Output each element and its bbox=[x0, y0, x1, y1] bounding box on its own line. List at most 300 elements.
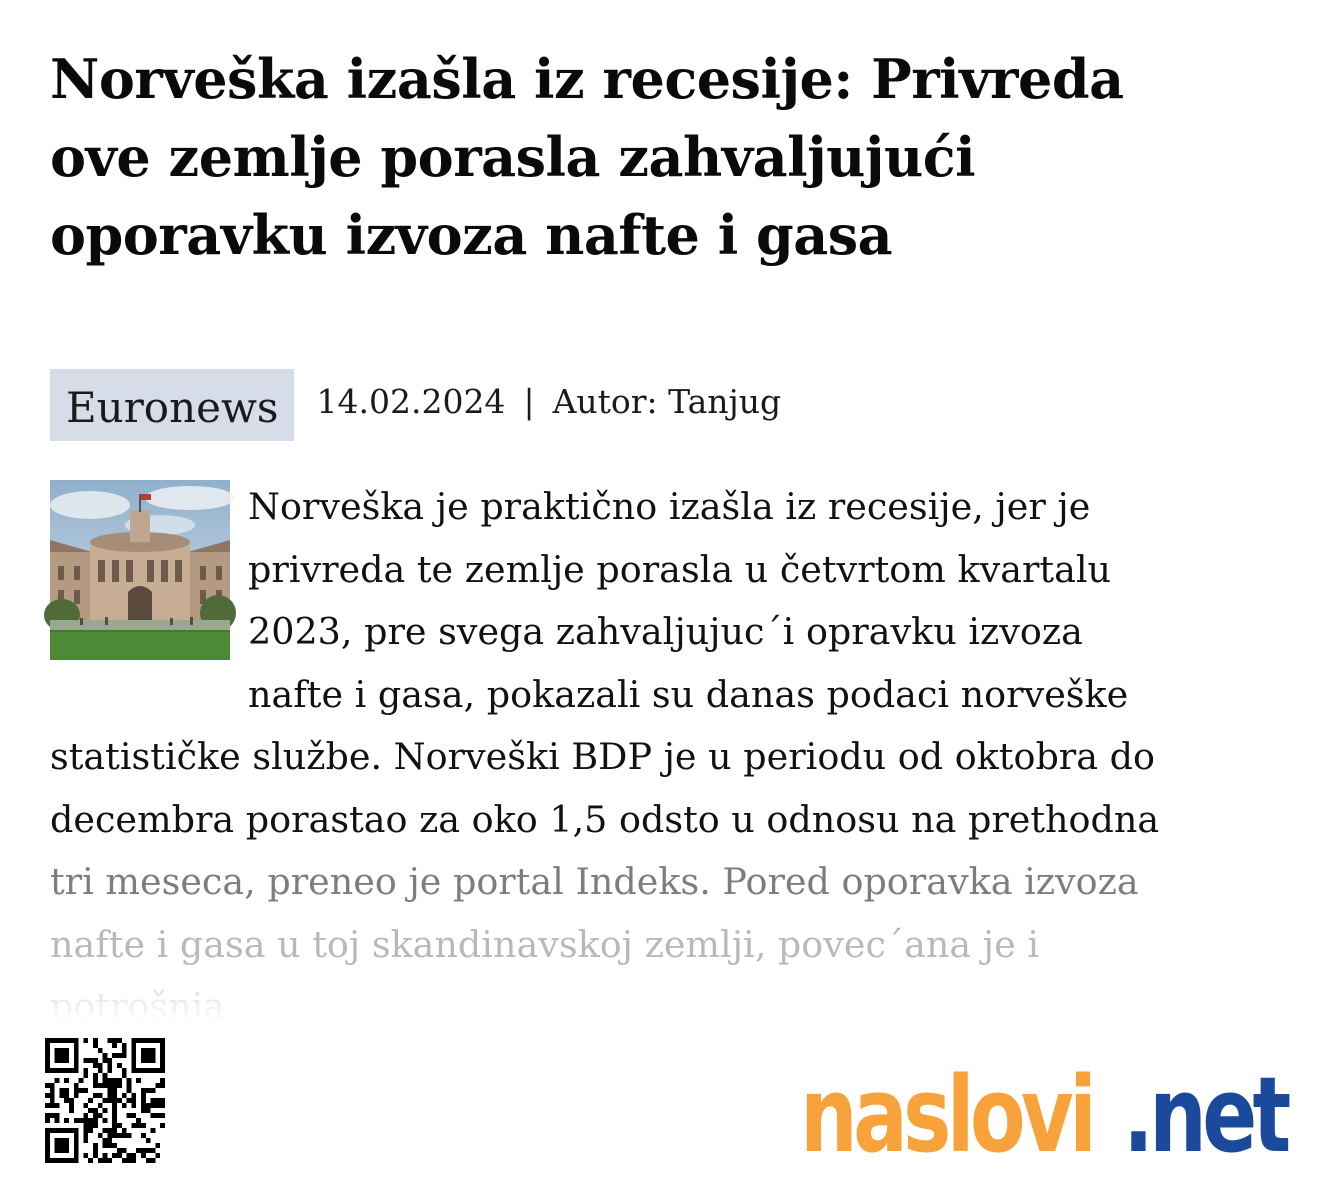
qr-module bbox=[59, 1128, 64, 1133]
qr-module bbox=[55, 1148, 60, 1153]
qr-module bbox=[45, 1128, 50, 1133]
qr-module bbox=[131, 1093, 136, 1098]
qr-module bbox=[55, 1103, 60, 1108]
qr-module bbox=[107, 1128, 112, 1133]
qr-module bbox=[131, 1103, 136, 1108]
qr-module bbox=[136, 1038, 141, 1043]
qr-module bbox=[122, 1048, 127, 1053]
qr-module bbox=[112, 1128, 117, 1133]
qr-module bbox=[98, 1133, 103, 1138]
qr-module bbox=[160, 1043, 165, 1048]
qr-module bbox=[122, 1158, 127, 1163]
qr-module bbox=[112, 1078, 117, 1083]
qr-module bbox=[107, 1063, 112, 1068]
qr-module bbox=[50, 1093, 55, 1098]
qr-module bbox=[103, 1053, 108, 1058]
qr-module bbox=[55, 1118, 60, 1123]
qr-module bbox=[69, 1098, 74, 1103]
qr-module bbox=[151, 1088, 156, 1093]
qr-module bbox=[74, 1138, 79, 1143]
qr-module bbox=[160, 1098, 165, 1103]
qr-module bbox=[64, 1128, 69, 1133]
qr-module bbox=[45, 1138, 50, 1143]
qr-module bbox=[74, 1143, 79, 1148]
qr-module bbox=[74, 1148, 79, 1153]
qr-module bbox=[98, 1063, 103, 1068]
qr-module bbox=[141, 1153, 146, 1158]
qr-module bbox=[55, 1128, 60, 1133]
qr-module bbox=[107, 1078, 112, 1083]
qr-module bbox=[64, 1078, 69, 1083]
meta-line bbox=[316, 382, 781, 421]
qr-module bbox=[155, 1103, 160, 1108]
qr-module bbox=[160, 1083, 165, 1088]
qr-module bbox=[59, 1058, 64, 1063]
qr-module bbox=[155, 1083, 160, 1088]
qr-module bbox=[131, 1158, 136, 1163]
qr-module bbox=[107, 1093, 112, 1098]
qr-module bbox=[83, 1118, 88, 1123]
qr-module bbox=[146, 1038, 151, 1043]
qr-module bbox=[146, 1108, 151, 1113]
article-headline[interactable]: Norveška izašla iz recesije: Privreda ove zemlje porasla zahvaljujući oporavku izvoza nafte i gasa bbox=[50, 47, 1124, 267]
qr-module bbox=[50, 1098, 55, 1103]
qr-module bbox=[136, 1148, 141, 1153]
qr-module bbox=[117, 1098, 122, 1103]
qr-module bbox=[117, 1053, 122, 1058]
qr-module bbox=[122, 1093, 127, 1098]
qr-module bbox=[151, 1113, 156, 1118]
qr-module bbox=[93, 1113, 98, 1118]
qr-module bbox=[103, 1118, 108, 1123]
qr-module bbox=[160, 1103, 165, 1108]
qr-module bbox=[45, 1063, 50, 1068]
qr-module bbox=[93, 1148, 98, 1153]
qr-module bbox=[151, 1128, 156, 1133]
qr-module bbox=[55, 1053, 60, 1058]
qr-module bbox=[103, 1073, 108, 1078]
qr-module bbox=[160, 1048, 165, 1053]
publish-date: 14.02.2024 bbox=[316, 381, 506, 421]
qr-module bbox=[160, 1113, 165, 1118]
meta-separator: | bbox=[523, 381, 535, 421]
qr-module bbox=[93, 1083, 98, 1088]
qr-module bbox=[122, 1103, 127, 1108]
qr-module bbox=[45, 1143, 50, 1148]
qr-module bbox=[83, 1068, 88, 1073]
qr-module bbox=[141, 1053, 146, 1058]
qr-module bbox=[64, 1098, 69, 1103]
qr-module bbox=[117, 1078, 122, 1083]
qr-module bbox=[98, 1068, 103, 1073]
qr-module bbox=[131, 1123, 136, 1128]
qr-module bbox=[136, 1118, 141, 1123]
qr-module bbox=[155, 1153, 160, 1158]
qr-module bbox=[88, 1098, 93, 1103]
qr-module bbox=[64, 1148, 69, 1153]
qr-module bbox=[146, 1158, 151, 1163]
qr-module bbox=[127, 1113, 132, 1118]
qr-module bbox=[74, 1058, 79, 1063]
qr-module bbox=[131, 1038, 136, 1043]
qr-module bbox=[88, 1123, 93, 1128]
qr-module bbox=[64, 1058, 69, 1063]
qr-module bbox=[93, 1073, 98, 1078]
qr-module bbox=[122, 1148, 127, 1153]
qr-module bbox=[59, 1068, 64, 1073]
qr-module bbox=[93, 1108, 98, 1113]
qr-module bbox=[151, 1158, 156, 1163]
qr-module bbox=[83, 1128, 88, 1133]
qr-module bbox=[74, 1158, 79, 1163]
qr-module bbox=[93, 1093, 98, 1098]
qr-module bbox=[160, 1053, 165, 1058]
qr-module bbox=[146, 1058, 151, 1063]
qr-module bbox=[155, 1098, 160, 1103]
qr-module bbox=[103, 1058, 108, 1063]
qr-module bbox=[74, 1048, 79, 1053]
qr-module bbox=[55, 1038, 60, 1043]
qr-module bbox=[83, 1058, 88, 1063]
qr-module bbox=[69, 1103, 74, 1108]
qr-module bbox=[55, 1138, 60, 1143]
article-body bbox=[50, 476, 1160, 1028]
qr-module bbox=[88, 1108, 93, 1113]
qr-module bbox=[141, 1093, 146, 1098]
qr-module bbox=[98, 1158, 103, 1163]
qr-module bbox=[83, 1123, 88, 1128]
qr-module bbox=[59, 1048, 64, 1053]
qr-module bbox=[122, 1133, 127, 1138]
qr-module bbox=[50, 1113, 55, 1118]
qr-module bbox=[122, 1068, 127, 1073]
qr-module bbox=[117, 1148, 122, 1153]
qr-module bbox=[64, 1158, 69, 1163]
qr-module bbox=[83, 1153, 88, 1158]
qr-module bbox=[93, 1118, 98, 1123]
qr-module bbox=[131, 1063, 136, 1068]
qr-module bbox=[50, 1068, 55, 1073]
qr-module bbox=[160, 1058, 165, 1063]
parliament-building-photo-icon[interactable] bbox=[50, 480, 230, 660]
article-meta bbox=[50, 369, 781, 441]
qr-module bbox=[127, 1153, 132, 1158]
qr-module bbox=[83, 1038, 88, 1043]
qr-module bbox=[103, 1128, 108, 1133]
qr-module bbox=[45, 1118, 50, 1123]
qr-module bbox=[69, 1108, 74, 1113]
qr-module bbox=[74, 1153, 79, 1158]
qr-module bbox=[74, 1063, 79, 1068]
qr-module bbox=[151, 1068, 156, 1073]
qr-module bbox=[45, 1043, 50, 1048]
qr-module bbox=[141, 1068, 146, 1073]
qr-module bbox=[98, 1048, 103, 1053]
qr-module bbox=[74, 1068, 79, 1073]
qr-module bbox=[160, 1078, 165, 1083]
qr-module bbox=[93, 1058, 98, 1063]
qr-module bbox=[45, 1103, 50, 1108]
qr-module bbox=[64, 1143, 69, 1148]
qr-module bbox=[146, 1068, 151, 1073]
qr-module bbox=[50, 1103, 55, 1108]
qr-module bbox=[160, 1068, 165, 1073]
author-label: Autor: Tanjug bbox=[552, 381, 782, 421]
qr-module bbox=[88, 1058, 93, 1063]
qr-module bbox=[117, 1133, 122, 1138]
qr-module bbox=[88, 1158, 93, 1163]
qr-module bbox=[122, 1043, 127, 1048]
qr-module bbox=[45, 1058, 50, 1063]
qr-module bbox=[74, 1083, 79, 1088]
qr-module bbox=[131, 1098, 136, 1103]
qr-module bbox=[50, 1088, 55, 1093]
qr-module bbox=[45, 1038, 50, 1043]
qr-module bbox=[136, 1123, 141, 1128]
qr-module bbox=[151, 1098, 156, 1103]
qr-module bbox=[112, 1083, 117, 1088]
qr-module bbox=[103, 1138, 108, 1143]
qr-module bbox=[83, 1073, 88, 1078]
qr-module bbox=[155, 1068, 160, 1073]
qr-module bbox=[74, 1043, 79, 1048]
qr-module bbox=[69, 1158, 74, 1163]
qr-module bbox=[155, 1038, 160, 1043]
qr-module bbox=[98, 1103, 103, 1108]
logo-net: .net bbox=[1122, 1054, 1287, 1176]
qr-module bbox=[55, 1143, 60, 1148]
qr-module bbox=[64, 1048, 69, 1053]
qr-module bbox=[117, 1063, 122, 1068]
qr-module bbox=[136, 1078, 141, 1083]
qr-module bbox=[122, 1073, 127, 1078]
qr-module bbox=[74, 1128, 79, 1133]
qr-module bbox=[98, 1093, 103, 1098]
qr-module bbox=[55, 1068, 60, 1073]
qr-module bbox=[64, 1053, 69, 1058]
qr-module bbox=[55, 1158, 60, 1163]
qr-module bbox=[45, 1048, 50, 1053]
qr-module bbox=[64, 1088, 69, 1093]
qr-module bbox=[112, 1108, 117, 1113]
qr-module bbox=[112, 1038, 117, 1043]
qr-module bbox=[45, 1068, 50, 1073]
qr-module bbox=[146, 1088, 151, 1093]
qr-module bbox=[122, 1053, 127, 1058]
qr-module bbox=[141, 1123, 146, 1128]
qr-module bbox=[112, 1053, 117, 1058]
qr-module bbox=[107, 1133, 112, 1138]
qr-module bbox=[131, 1068, 136, 1073]
qr-module bbox=[151, 1053, 156, 1058]
qr-module bbox=[107, 1138, 112, 1143]
qr-module bbox=[83, 1113, 88, 1118]
qr-module bbox=[93, 1043, 98, 1048]
qr-module bbox=[160, 1038, 165, 1043]
qr-module bbox=[146, 1048, 151, 1053]
qr-module bbox=[112, 1133, 117, 1138]
qr-module bbox=[146, 1053, 151, 1058]
qr-module bbox=[112, 1093, 117, 1098]
qr-module bbox=[146, 1103, 151, 1108]
qr-module bbox=[59, 1038, 64, 1043]
qr-module bbox=[103, 1143, 108, 1148]
qr-module bbox=[127, 1158, 132, 1163]
qr-module bbox=[103, 1078, 108, 1083]
qr-module bbox=[93, 1123, 98, 1128]
qr-module bbox=[45, 1053, 50, 1058]
qr-module bbox=[117, 1083, 122, 1088]
qr-module bbox=[74, 1093, 79, 1098]
qr-module bbox=[141, 1048, 146, 1053]
qr-module bbox=[117, 1153, 122, 1158]
qr-module bbox=[107, 1143, 112, 1148]
qr-module bbox=[93, 1038, 98, 1043]
qr-module bbox=[74, 1133, 79, 1138]
qr-module bbox=[112, 1123, 117, 1128]
qr-module bbox=[50, 1128, 55, 1133]
qr-module bbox=[112, 1113, 117, 1118]
qr-module bbox=[151, 1148, 156, 1153]
qr-module bbox=[88, 1118, 93, 1123]
qr-module bbox=[98, 1083, 103, 1088]
qr-module bbox=[45, 1093, 50, 1098]
qr-module bbox=[74, 1118, 79, 1123]
qr-module bbox=[45, 1133, 50, 1138]
qr-module bbox=[131, 1048, 136, 1053]
qr-module bbox=[131, 1113, 136, 1118]
qr-module bbox=[151, 1103, 156, 1108]
qr-module bbox=[50, 1083, 55, 1088]
qr-module bbox=[98, 1113, 103, 1118]
article-body-text: Norveška je praktično izašla iz recesije, jer je privreda te zemlje porasla u četvrtom kvartalu 2023, pre svega zahvaljujuc´i opravku izvoza nafte i gasa, pokazali su danas podaci norveške statističke službe. Norveški BDP je u periodu od oktobra do decembra porastao za oko 1,5 odsto u odnosu na prethodna tri meseca, preneo je portal Indeks. Pored oporavka izvoza nafte i gasa u toj skandinavskoj zemlji, povec´ana je i potrošnja bbox=[50, 476, 1160, 1039]
qr-module bbox=[55, 1048, 60, 1053]
qr-module bbox=[107, 1098, 112, 1103]
qr-module bbox=[112, 1118, 117, 1123]
qr-module bbox=[50, 1038, 55, 1043]
qr-module bbox=[83, 1138, 88, 1143]
qr-module bbox=[74, 1038, 79, 1043]
qr-module bbox=[79, 1078, 84, 1083]
qr-module bbox=[103, 1098, 108, 1103]
qr-module bbox=[59, 1158, 64, 1163]
qr-module bbox=[107, 1068, 112, 1073]
qr-module bbox=[146, 1148, 151, 1153]
qr-module bbox=[45, 1113, 50, 1118]
qr-module bbox=[59, 1138, 64, 1143]
qr-module bbox=[112, 1103, 117, 1108]
qr-module bbox=[131, 1043, 136, 1048]
qr-module bbox=[88, 1128, 93, 1133]
qr-module bbox=[112, 1153, 117, 1158]
qr-module bbox=[146, 1138, 151, 1143]
qr-module bbox=[117, 1038, 122, 1043]
article-header bbox=[50, 40, 1150, 274]
qr-module bbox=[79, 1118, 84, 1123]
qr-module bbox=[55, 1058, 60, 1063]
qr-module bbox=[59, 1053, 64, 1058]
qr-module bbox=[141, 1148, 146, 1153]
qr-module bbox=[141, 1108, 146, 1113]
qr-module bbox=[127, 1133, 132, 1138]
qr-module bbox=[127, 1098, 132, 1103]
qr-code-icon[interactable] bbox=[45, 1038, 165, 1163]
qr-module bbox=[151, 1038, 156, 1043]
qr-module bbox=[155, 1143, 160, 1148]
naslovi-net-logo[interactable] bbox=[800, 1054, 1287, 1176]
qr-module bbox=[107, 1158, 112, 1163]
qr-module bbox=[117, 1123, 122, 1128]
qr-module bbox=[131, 1058, 136, 1063]
qr-module bbox=[103, 1158, 108, 1163]
qr-module bbox=[112, 1143, 117, 1148]
qr-module bbox=[59, 1143, 64, 1148]
qr-module bbox=[107, 1058, 112, 1063]
qr-module bbox=[112, 1088, 117, 1093]
qr-module bbox=[83, 1103, 88, 1108]
qr-module bbox=[107, 1038, 112, 1043]
qr-module bbox=[69, 1038, 74, 1043]
qr-module bbox=[45, 1148, 50, 1153]
qr-module bbox=[155, 1113, 160, 1118]
qr-module bbox=[112, 1043, 117, 1048]
qr-module bbox=[55, 1113, 60, 1118]
qr-module bbox=[93, 1143, 98, 1148]
qr-module bbox=[112, 1098, 117, 1103]
qr-module bbox=[93, 1078, 98, 1083]
qr-module bbox=[103, 1083, 108, 1088]
qr-module bbox=[141, 1038, 146, 1043]
qr-module bbox=[50, 1158, 55, 1163]
qr-module bbox=[131, 1153, 136, 1158]
qr-module bbox=[64, 1038, 69, 1043]
qr-module bbox=[141, 1088, 146, 1093]
qr-module bbox=[64, 1068, 69, 1073]
qr-module bbox=[69, 1128, 74, 1133]
qr-module bbox=[151, 1048, 156, 1053]
qr-module bbox=[103, 1108, 108, 1113]
qr-module bbox=[93, 1063, 98, 1068]
qr-module bbox=[127, 1078, 132, 1083]
qr-module bbox=[64, 1118, 69, 1123]
qr-module bbox=[107, 1088, 112, 1093]
qr-module bbox=[127, 1083, 132, 1088]
qr-module bbox=[122, 1128, 127, 1133]
qr-module bbox=[160, 1123, 165, 1128]
qr-module bbox=[83, 1133, 88, 1138]
qr-module bbox=[79, 1088, 84, 1093]
qr-module bbox=[141, 1133, 146, 1138]
qr-module bbox=[64, 1138, 69, 1143]
qr-module bbox=[93, 1153, 98, 1158]
qr-module bbox=[141, 1058, 146, 1063]
qr-module bbox=[151, 1058, 156, 1063]
qr-module bbox=[59, 1088, 64, 1093]
qr-module bbox=[45, 1158, 50, 1163]
qr-module bbox=[136, 1068, 141, 1073]
qr-module bbox=[45, 1153, 50, 1158]
qr-module bbox=[103, 1153, 108, 1158]
qr-module bbox=[69, 1068, 74, 1073]
qr-module bbox=[74, 1053, 79, 1058]
qr-module bbox=[45, 1083, 50, 1088]
qr-module bbox=[74, 1088, 79, 1093]
logo-naslovi: naslovi bbox=[800, 1054, 1093, 1176]
qr-module bbox=[107, 1083, 112, 1088]
source-badge[interactable]: Euronews bbox=[50, 369, 294, 441]
qr-module bbox=[141, 1103, 146, 1108]
qr-module bbox=[55, 1078, 60, 1083]
